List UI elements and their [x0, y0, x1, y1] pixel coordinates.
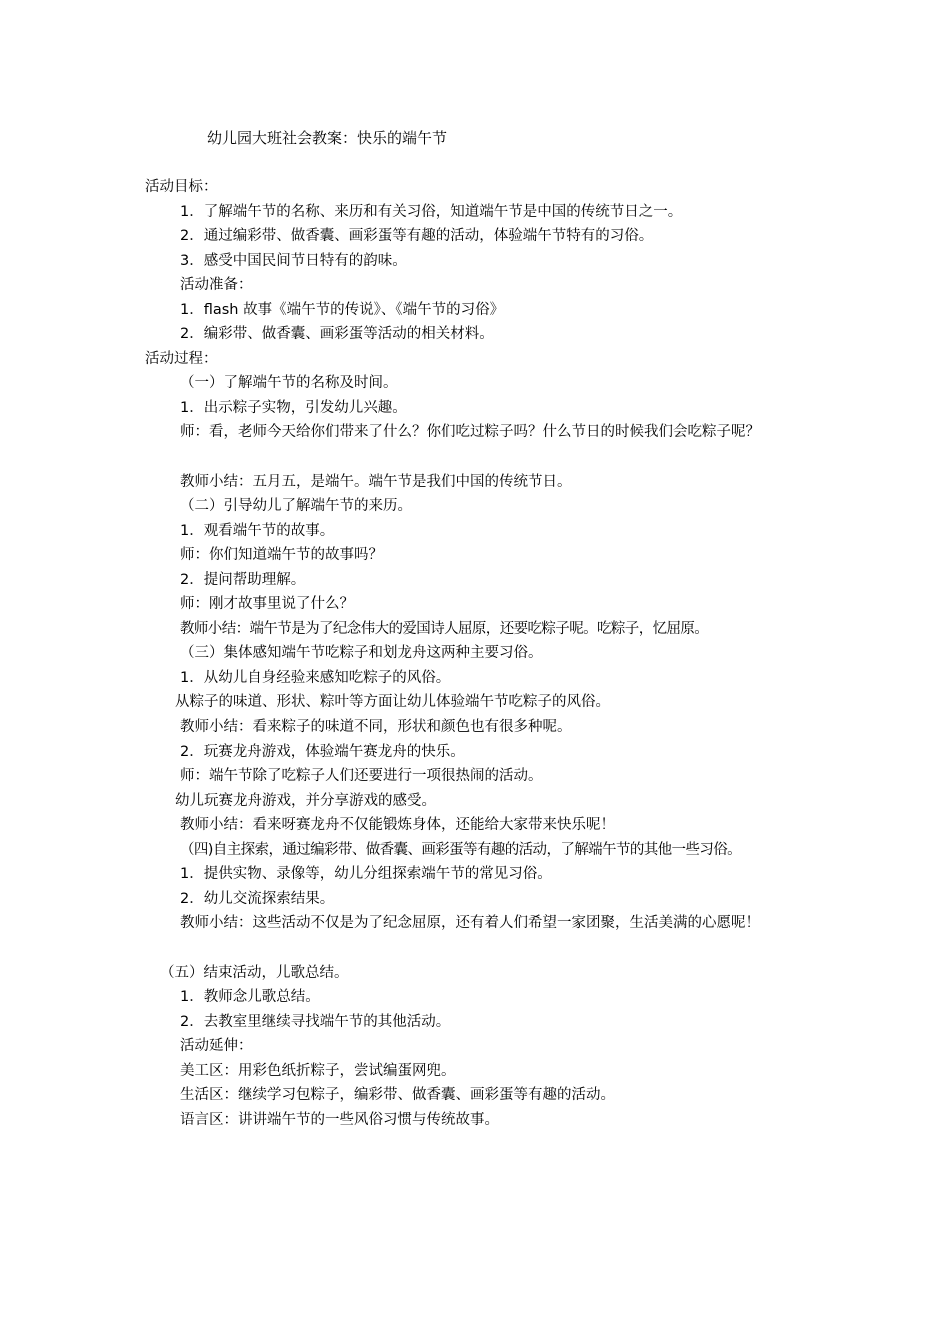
process-item: 2．玩赛龙舟游戏，体验端午赛龙舟的快乐。 [180, 743, 465, 760]
preparation-item: 2．编彩带、做香囊、画彩蛋等活动的相关材料。 [180, 326, 494, 343]
teacher-summary: 教师小结：看来呀赛龙舟不仅能锻炼身体，还能给大家带来快乐呢！ [180, 817, 615, 834]
section-heading-goals: 活动目标： [145, 179, 218, 195]
process-item: 1．提供实物、录像等，幼儿分组探索端午节的常见习俗。 [180, 866, 552, 883]
process-step-heading: （三）集体感知端午节吃粽子和划龙舟这两种主要习俗。 [180, 645, 543, 662]
process-step-heading: （四)自主探索，通过编彩带、做香囊、画彩蛋等有趣的活动，了解端午节的其他一些习俗。 [180, 841, 742, 858]
document-title: 幼儿园大班社会教案：快乐的端午节 [207, 129, 448, 147]
teacher-dialogue: 师：端午节除了吃粽子人们还要进行一项很热闹的活动。 [180, 768, 543, 785]
process-step-heading: （一）了解端午节的名称及时间。 [180, 375, 398, 392]
teacher-summary: 教师小结：看来粽子的味道不同，形状和颜色也有很多种呢。 [180, 719, 572, 736]
process-step-heading: （二）引导幼儿了解端午节的来历。 [180, 498, 412, 515]
process-item: 1．教师念儿歌总结。 [180, 989, 320, 1006]
extension-item: 生活区：继续学习包粽子，编彩带、做香囊、画彩蛋等有趣的活动。 [180, 1087, 615, 1104]
teacher-dialogue: 师：你们知道端午节的故事吗？ [180, 547, 383, 564]
process-item: 2．幼儿交流探索结果。 [180, 890, 335, 907]
process-item: 1．从幼儿自身经验来感知吃粽子的风俗。 [180, 669, 451, 686]
section-heading-preparation: 活动准备： [180, 277, 253, 294]
process-item: 2．去教室里继续寻找端午节的其他活动。 [180, 1013, 451, 1030]
process-item: 1．出示粽子实物，引发幼儿兴趣。 [180, 399, 407, 416]
section-heading-extension: 活动延伸： [180, 1038, 253, 1055]
goal-item: 1．了解端午节的名称、来历和有关习俗，知道端午节是中国的传统节日之一。 [180, 203, 683, 220]
goal-item: 3．感受中国民间节日特有的韵味。 [180, 252, 407, 269]
teacher-dialogue: 师：刚才故事里说了什么？ [180, 596, 354, 613]
teacher-dialogue: 师：看，老师今天给你们带来了什么？你们吃过粽子吗？什么节日的时候我们会吃粽子呢？ [180, 424, 760, 441]
document-body [145, 175, 825, 1132]
extension-item: 语言区：讲讲端午节的一些风俗习惯与传统故事。 [180, 1111, 499, 1128]
teacher-summary: 教师小结：端午节是为了纪念伟大的爱国诗人屈原，还要吃粽子呢。吃粽子，忆屈原。 [180, 620, 709, 637]
process-item: 2．提问帮助理解。 [180, 571, 306, 588]
goal-item: 2．通过编彩带、做香囊、画彩蛋等有趣的活动，体验端午节特有的习俗。 [180, 228, 654, 245]
section-heading-process: 活动过程： [145, 350, 218, 367]
teacher-summary: 教师小结：五月五，是端午。端午节是我们中国的传统节日。 [180, 473, 572, 490]
process-step-heading: （五）结束活动，儿歌总结。 [160, 964, 349, 981]
preparation-item: 1．flash 故事《端午节的传说》、《端午节的习俗》 [180, 301, 505, 318]
process-text: 幼儿玩赛龙舟游戏，并分享游戏的感受。 [175, 792, 436, 809]
process-text: 从粽子的味道、形状、粽叶等方面让幼儿体验端午节吃粽子的风俗。 [175, 694, 610, 711]
teacher-summary: 教师小结：这些活动不仅是为了纪念屈原，还有着人们希望一家团聚，生活美满的心愿呢！ [180, 915, 760, 932]
extension-item: 美工区：用彩色纸折粽子，尝试编蛋网兜。 [180, 1062, 456, 1079]
process-item: 1．观看端午节的故事。 [180, 522, 335, 539]
